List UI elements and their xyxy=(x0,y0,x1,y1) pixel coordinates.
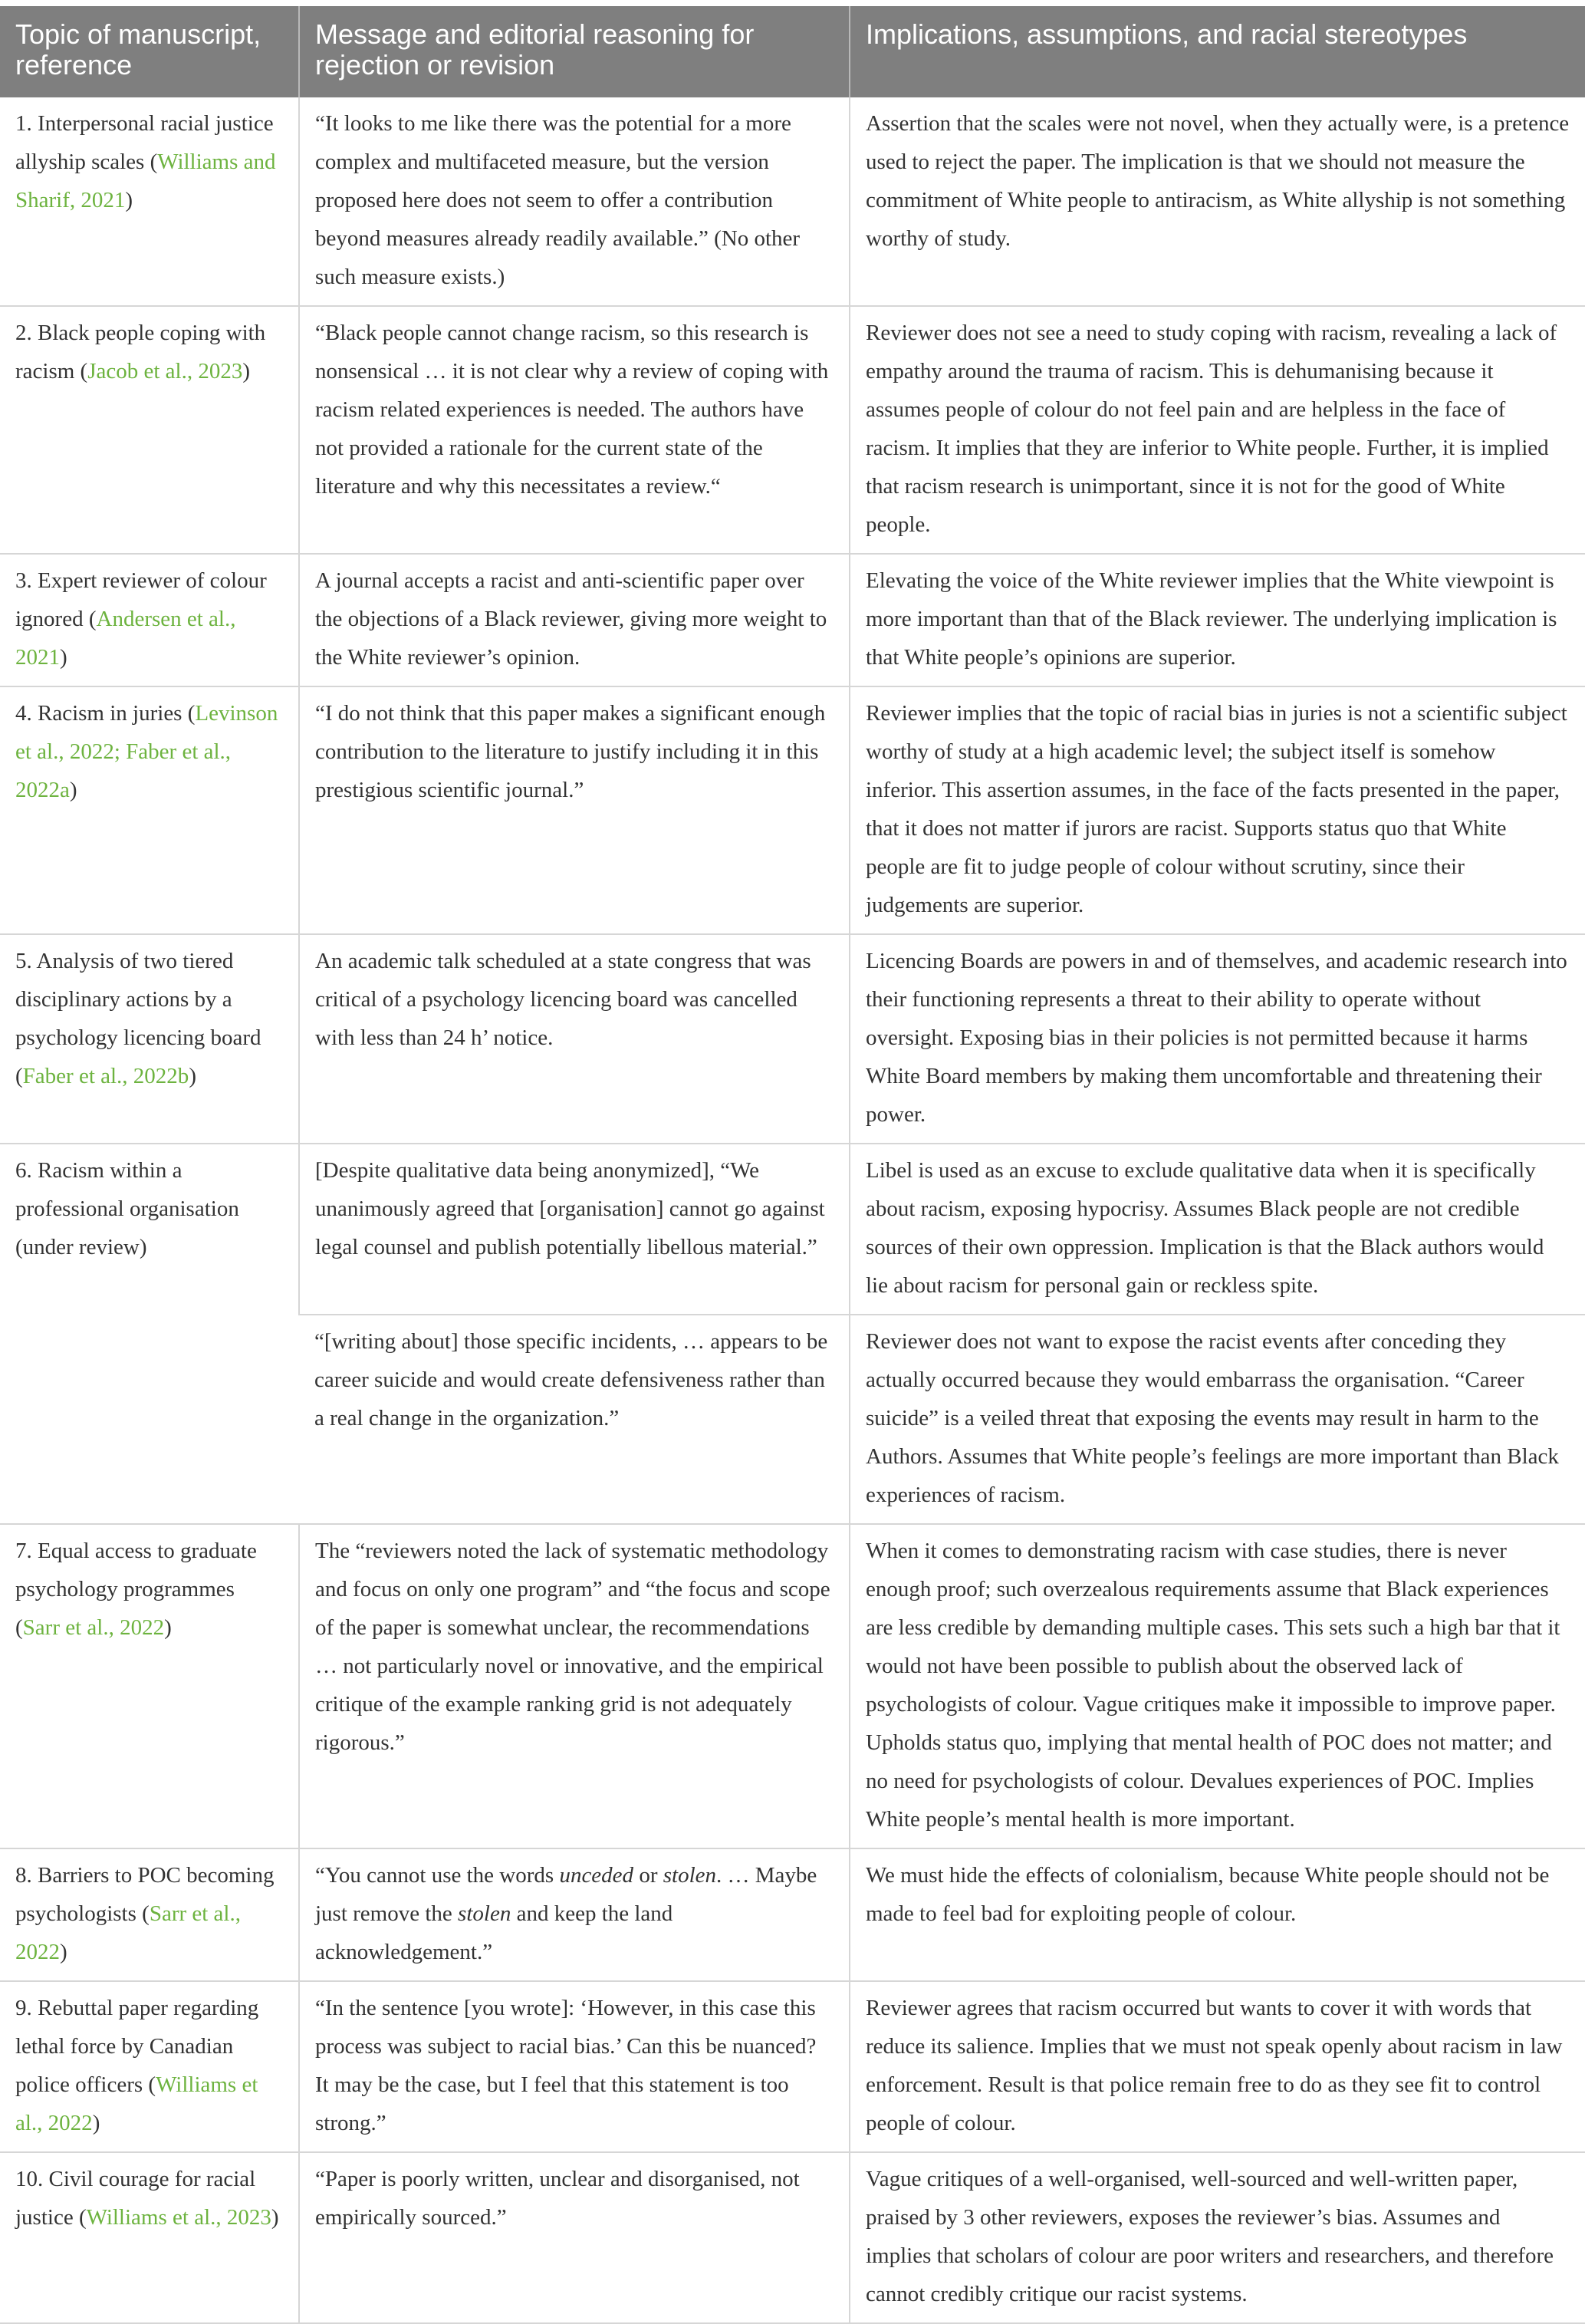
message-cell: An academic talk scheduled at a state congress that was critical of a psychology licencing board was cancelled with less than 24 h’ notice. xyxy=(299,934,850,1144)
message-cell: “You cannot use the words unceded or stolen. … Maybe just remove the stolen and keep the land acknowledgement.” xyxy=(299,1848,850,1981)
header-topic: Topic of manuscript, reference xyxy=(0,6,299,97)
message-cell: [Despite qualitative data being anonymized], “We unanimously agreed that [organisation] cannot go against legal counsel and publish potentially libellous material.” xyxy=(299,1144,850,1315)
message-cell: “Black people cannot change racism, so this research is nonsensical … it is not clear why a review of coping with racism related experiences is needed. The authors have not provided a rationale for the current state of the literature and why this necessitates a review.“ xyxy=(299,306,850,554)
table-row xyxy=(0,934,1585,1144)
implication-cell: Assertion that the scales were not novel, when they actually were, is a pretence used to reject the paper. The implication is that we should not measure the commitment of White people to antiracism, as White allyship is not something worthy of study. xyxy=(850,97,1585,306)
message-cell: “I do not think that this paper makes a significant enough contribution to the literature to justify including it in this prestigious scientific journal.” xyxy=(299,686,850,934)
header-row xyxy=(0,6,1585,97)
implication-cell: Reviewer does not want to expose the racist events after conceding they actually occurred because they would embarrass the organisation. “Career suicide” is a veiled threat that exposing the events may result in harm to the Authors. Assumes that White people’s feelings are more important than Black experiences of racism. xyxy=(850,1315,1585,1524)
message-cell: “Paper is poorly written, unclear and disorganised, not empirically sourced.” xyxy=(299,2152,850,2323)
table-row xyxy=(0,1848,1585,1981)
topic-cell: 8. Barriers to POC becoming psychologists (Sarr et al., 2022) xyxy=(0,1848,299,1981)
implication-cell: Licencing Boards are powers in and of themselves, and academic research into their functioning represents a threat to their ability to operate without oversight. Exposing bias in their policies is not permitted because it harms White Board members by making them uncomfortable and threatening their power. xyxy=(850,934,1585,1144)
reference-link[interactable]: Sarr et al., 2022 xyxy=(22,1615,165,1640)
implication-cell: Vague critiques of a well-organised, well-sourced and well-written paper, praised by 3 other reviewers, exposes the reviewer’s bias. Assumes and implies that scholars of colour are poor writers and researchers, and therefore cannot credibly critique our racist systems. xyxy=(850,2152,1585,2323)
table-row xyxy=(0,1524,1585,1848)
implication-cell: Reviewer agrees that racism occurred but wants to cover it with words that reduce its salience. Implies that we must not speak openly about racism in law enforcement. Result is that police remain free to do as they see fit to control people of colour. xyxy=(850,1981,1585,2152)
topic-cell: 9. Rebuttal paper regarding lethal force by Canadian police officers (Williams et al., 2022) xyxy=(0,1981,299,2152)
topic-cell: 6. Racism within a professional organisation (under review) xyxy=(0,1144,299,1524)
message-cell: “It looks to me like there was the potential for a more complex and multifaceted measure, but the version proposed here does not seem to offer a contribution beyond measures already readily available.” (No other such measure exists.) xyxy=(299,97,850,306)
implication-cell: Libel is used as an excuse to exclude qualitative data when it is specifically about racism, exposing hypocrisy. Assumes Black people are not credible sources of their own oppression. Implication is that the Black authors would lie about racism for personal gain or reckless spite. xyxy=(850,1144,1585,1315)
topic-cell: 4. Racism in juries (Levinson et al., 2022; Faber et al., 2022a) xyxy=(0,686,299,934)
message-cell: “In the sentence [you wrote]: ‘However, in this case this process was subject to racial bias.’ Can this be nuanced? It may be the case, but I feel that this statement is too strong.” xyxy=(299,1981,850,2152)
message-cell: A journal accepts a racist and anti-scientific paper over the objections of a Black reviewer, giving more weight to the White reviewer’s opinion. xyxy=(299,554,850,686)
implication-cell: Reviewer does not see a need to study coping with racism, revealing a lack of empathy around the trauma of racism. This is dehumanising because it assumes people of colour do not feel pain and are helpless in the face of racism. It implies that they are inferior to White people. Further, it is implied that racism research is unimportant, since it is not for the good of White people. xyxy=(850,306,1585,554)
table-row xyxy=(0,1144,1585,1315)
table-row xyxy=(0,306,1585,554)
header-implications: Implications, assumptions, and racial stereotypes xyxy=(850,6,1585,97)
table-row xyxy=(0,2152,1585,2323)
topic-cell: 1. Interpersonal racial justice allyship scales (Williams and Sharif, 2021) xyxy=(0,97,299,306)
reference-link[interactable]: Levinson et al., 2022; Faber et al., 2022a xyxy=(15,701,278,802)
message-cell: “[writing about] those specific incidents, … appears to be career suicide and would create defensiveness rather than a real change in the organization.” xyxy=(299,1315,850,1524)
reference-link[interactable]: Jacob et al., 2023 xyxy=(87,359,243,383)
table-row xyxy=(0,1981,1585,2152)
reference-link[interactable]: Williams and Sharif, 2021 xyxy=(15,150,276,212)
reference-link[interactable]: Andersen et al., 2021 xyxy=(15,607,236,670)
implication-cell: Elevating the voice of the White reviewer implies that the White viewpoint is more important than that of the Black reviewer. The underlying implication is that White people’s opinions are superior. xyxy=(850,554,1585,686)
topic-cell: 2. Black people coping with racism (Jacob et al., 2023) xyxy=(0,306,299,554)
message-cell: The “reviewers noted the lack of systematic methodology and focus on only one program” and “the focus and scope of the paper is somewhat unclear, the recommendations … not particularly novel or innovative, and the empirical critique of the example ranking grid is not adequately rigorous.” xyxy=(299,1524,850,1848)
implication-cell: We must hide the effects of colonialism, because White people should not be made to feel bad for exploiting people of colour. xyxy=(850,1848,1585,1981)
header-message: Message and editorial reasoning for rejection or revision xyxy=(299,6,850,97)
topic-cell: 3. Expert reviewer of colour ignored (Andersen et al., 2021) xyxy=(0,554,299,686)
topic-cell: 10. Civil courage for racial justice (Williams et al., 2023) xyxy=(0,2152,299,2323)
reference-link[interactable]: Faber et al., 2022b xyxy=(22,1064,189,1088)
implication-cell: Reviewer implies that the topic of racial bias in juries is not a scientific subject worthy of study at a high academic level; the subject itself is somehow inferior. This assertion assumes, in the face of the facts presented in the paper, that it does not matter if jurors are racist. Supports status quo that White people are fit to judge people of colour without scrutiny, since their judgements are superior. xyxy=(850,686,1585,934)
reference-link[interactable]: Williams et al., 2022 xyxy=(15,2072,258,2135)
rejection-examples-table xyxy=(0,6,1585,2324)
reference-link[interactable]: Williams et al., 2023 xyxy=(86,2205,271,2230)
implication-cell: When it comes to demonstrating racism with case studies, there is never enough proof; such overzealous requirements assume that Black experiences are less credible by demanding multiple cases. This sets such a high bar that it would not have been possible to publish about the observed lack of psychologists of colour. Vague critiques make it impossible to improve paper. Upholds status quo, implying that mental health of POC does not matter; and no need for psychologists of colour. Devalues experiences of POC. Implies White people’s mental health is more important. xyxy=(850,1524,1585,1848)
table-row xyxy=(0,686,1585,934)
reference-link[interactable]: Sarr et al., 2022 xyxy=(15,1901,241,1964)
table-row xyxy=(0,97,1585,306)
topic-cell: 5. Analysis of two tiered disciplinary actions by a psychology licencing board (Faber et al., 2022b) xyxy=(0,934,299,1144)
topic-cell: 7. Equal access to graduate psychology programmes (Sarr et al., 2022) xyxy=(0,1524,299,1848)
table-row xyxy=(0,554,1585,686)
